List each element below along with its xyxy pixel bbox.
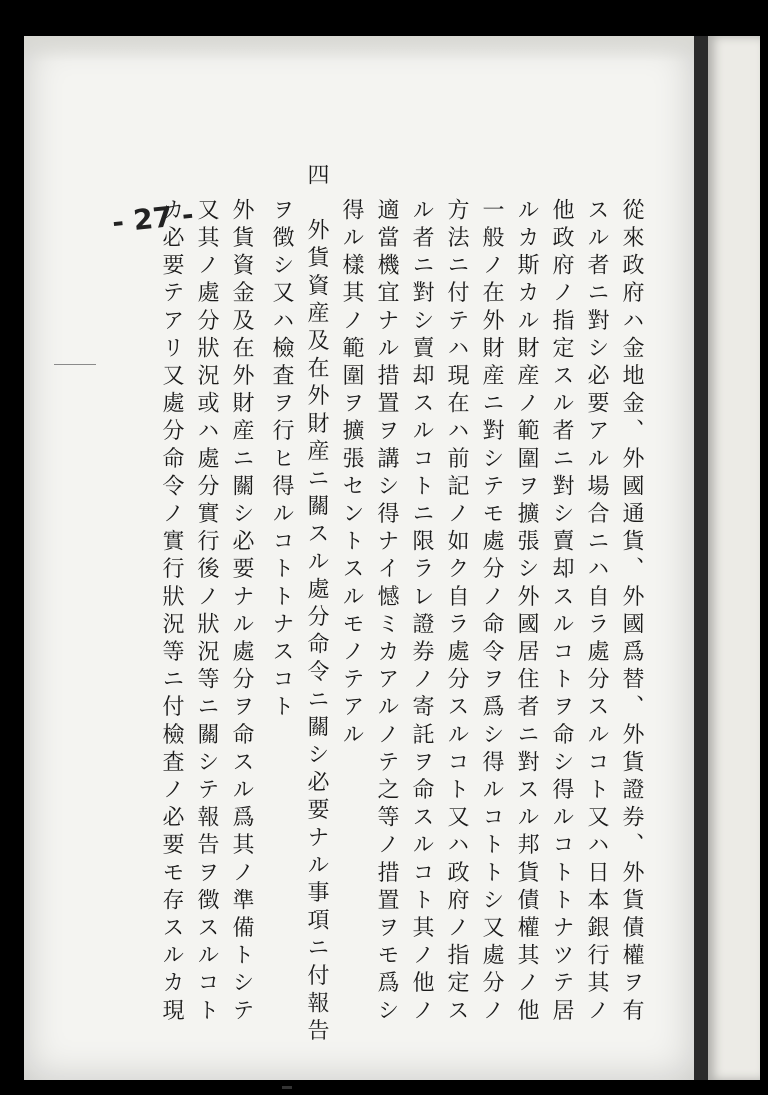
text-column: 方法ニ付テハ現在ハ前記ノ如ク自ラ處分スルコト又ハ政府ノ指定ス xyxy=(444,198,469,1026)
adjacent-page-edge xyxy=(708,36,760,1080)
text-column: 他政府ノ指定スル者ニ對シ賣却スルコトヲ命シ得ルコトトナツテ居 xyxy=(549,198,574,1026)
text-column: 又其ノ處分狀況或ハ處分實行後ノ狀況等ニ關シテ報告ヲ徴スルコト xyxy=(194,198,219,1026)
page-binding xyxy=(694,36,708,1080)
footer-mark xyxy=(282,1086,292,1089)
text-column: 從來政府ハ金地金、外國通貨、外國爲替、外貨證券、外貨債權ヲ有 xyxy=(619,198,644,1026)
text-column: スル者ニ對シ必要アル場合ニハ自ラ處分スルコト又ハ日本銀行其ノ xyxy=(584,198,609,1026)
text-column: 一般ノ在外財産ニ對シテモ處分ノ命令ヲ爲シ得ルコトトシ又處分ノ xyxy=(479,198,504,1026)
text-column: ル者ニ對シ賣却スルコトニ限ラレ證券ノ寄託ヲ命スルコト其ノ他ノ xyxy=(409,198,434,1026)
margin-line xyxy=(54,364,96,365)
text-column: カ必要テアリ又處分命令ノ實行狀況等ニ付檢査ノ必要モ存スルカ現 xyxy=(159,198,184,1026)
text-column: ヲ徴シ又ハ檢査ヲ行ヒ得ルコトトナスコト xyxy=(269,198,294,723)
text-column: 外貨資金及在外財産ニ關シ必要ナル處分ヲ命スル爲其ノ準備トシテ xyxy=(229,198,254,1026)
document-page xyxy=(24,36,694,1080)
section-heading: 四 外貨資産及在外財産ニ關スル處分命令ニ關シ必要ナル事項ニ付報告 xyxy=(304,163,329,1047)
text-column: ルカ斯カル財産ノ範圍ヲ擴張シ外國居住者ニ對スル邦貨債權其ノ他 xyxy=(514,198,539,1026)
page-number: - 27 - xyxy=(110,197,196,240)
text-column: 適當機宜ナル措置ヲ講シ得ナイ憾ミカアルノテ之等ノ措置ヲモ爲シ xyxy=(374,198,399,1026)
text-column: 得ル樣其ノ範圍ヲ擴張セントスルモノテアル xyxy=(339,198,364,750)
